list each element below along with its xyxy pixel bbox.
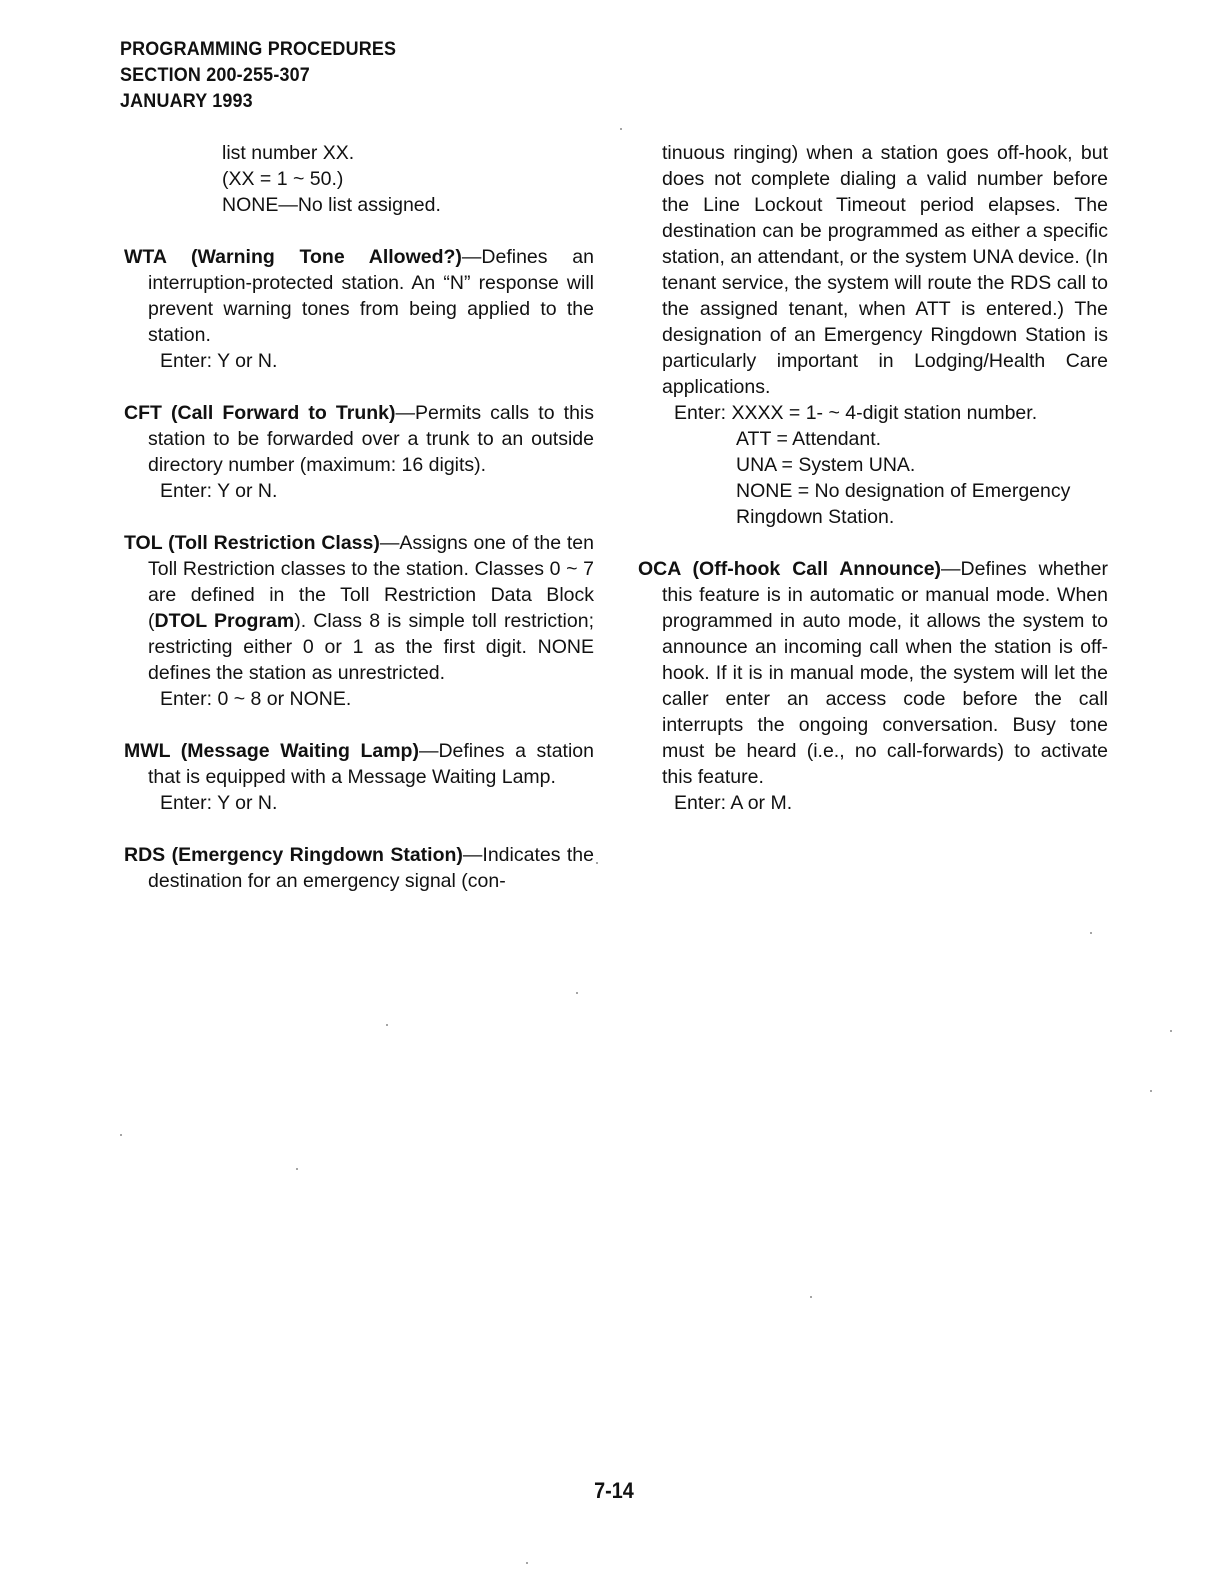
scan-speck [620, 128, 622, 130]
left-column [124, 140, 594, 894]
scan-speck [1170, 1030, 1172, 1032]
entry-enter: Enter: XXXX = 1- ~ 4-digit station number. [674, 402, 1038, 424]
entry-option: ATT = Attendant. [736, 428, 882, 450]
scan-speck [810, 1296, 812, 1298]
entry-term: WTA (Warning Tone Allowed?) [124, 246, 462, 268]
page-number: 7-14 [594, 1478, 634, 1503]
entry-term: OCA (Off-hook Call Announce) [638, 558, 942, 580]
scan-speck [576, 992, 578, 994]
scan-speck [1090, 932, 1092, 934]
entry-term: RDS (Emergency Ringdown Station) [124, 844, 463, 866]
entry-enter: Enter: Y or N. [160, 792, 278, 814]
entry-enter: Enter: 0 ~ 8 or NONE. [160, 688, 352, 710]
header-title: PROGRAMMING PROCEDURES [120, 38, 397, 60]
right-column [638, 140, 1108, 816]
entry-term: TOL (Toll Restriction Class) [124, 532, 380, 554]
entry-option: NONE = No designation of Emergency Ringdown Station. [736, 480, 1071, 528]
header-section: SECTION 200-255-307 [120, 64, 310, 86]
cont-line: list number XX. [222, 142, 355, 164]
entry-mwl [124, 738, 594, 816]
entry-cft [124, 400, 594, 504]
entry-enter: Enter: Y or N. [160, 480, 278, 502]
document-header [120, 36, 396, 114]
entry-description: —Defines whether this feature is in automatic or manual mode. When programmed in auto mode, it allows the system to announce an incoming call when the station is off-hook. If it is in manual mode, the system will let the caller enter an access code before the call interrupts the ongoing conversation. Busy tone must be heard (i.e., no call-forwards) to activate this feature. [662, 558, 1108, 788]
scan-speck [526, 1562, 528, 1564]
header-date: JANUARY 1993 [120, 90, 253, 112]
list-continuation [124, 140, 594, 218]
entry-term: MWL (Message Waiting Lamp) [124, 740, 419, 762]
entry-wta [124, 244, 594, 374]
entry-description: ). Class 8 is simple toll restriction; restricting either 0 or 1 as the first digit. NONE defines the station as unrestricted. [148, 610, 594, 684]
entry-description: —Defines a station that is equipped with a Message Waiting Lamp. [148, 740, 594, 788]
scan-speck [386, 1024, 388, 1026]
scan-speck [120, 1134, 122, 1136]
entry-description: —Permits calls to this station to be forwarded over a trunk to an outside directory number (maximum: 16 digits). [148, 402, 594, 476]
entry-rds-continued [638, 140, 1108, 530]
entry-rds [124, 842, 594, 894]
entry-tol [124, 530, 594, 712]
cont-line: (XX = 1 ~ 50.) [222, 168, 344, 190]
entry-description: —Indicates the destination for an emergency signal (con- [148, 844, 594, 892]
entry-description: —Defines an interruption-protected station. An “N” response will prevent warning tones from being applied to the station. [148, 246, 594, 346]
scan-speck [296, 1168, 298, 1170]
entry-option: UNA = System UNA. [736, 454, 916, 476]
cont-line: NONE—No list assigned. [222, 194, 441, 216]
scan-speck [1150, 1090, 1152, 1092]
entry-enter: Enter: Y or N. [160, 350, 278, 372]
entry-term: CFT (Call Forward to Trunk) [124, 402, 396, 424]
entry-description: —Assigns one of the ten Toll Restriction classes to the station. Classes 0 ~ 7 are defined in the Toll Restriction Data Block ( [148, 532, 594, 632]
entry-oca [638, 556, 1108, 816]
entry-description: tinuous ringing) when a station goes off-hook, but does not complete dialing a valid number before the Line Lockout Timeout period elapses. The destination can be programmed as either a specific station, an attendant, or the system UNA device. (In tenant service, the system will route the RDS call to the assigned tenant, when ATT is entered.) The designation of an Emergency Ringdown Station is particularly important in Lodging/Health Care applications. [662, 142, 1108, 398]
program-reference: DTOL Program [154, 610, 295, 632]
entry-enter: Enter: A or M. [674, 792, 793, 814]
scan-speck [596, 862, 598, 864]
